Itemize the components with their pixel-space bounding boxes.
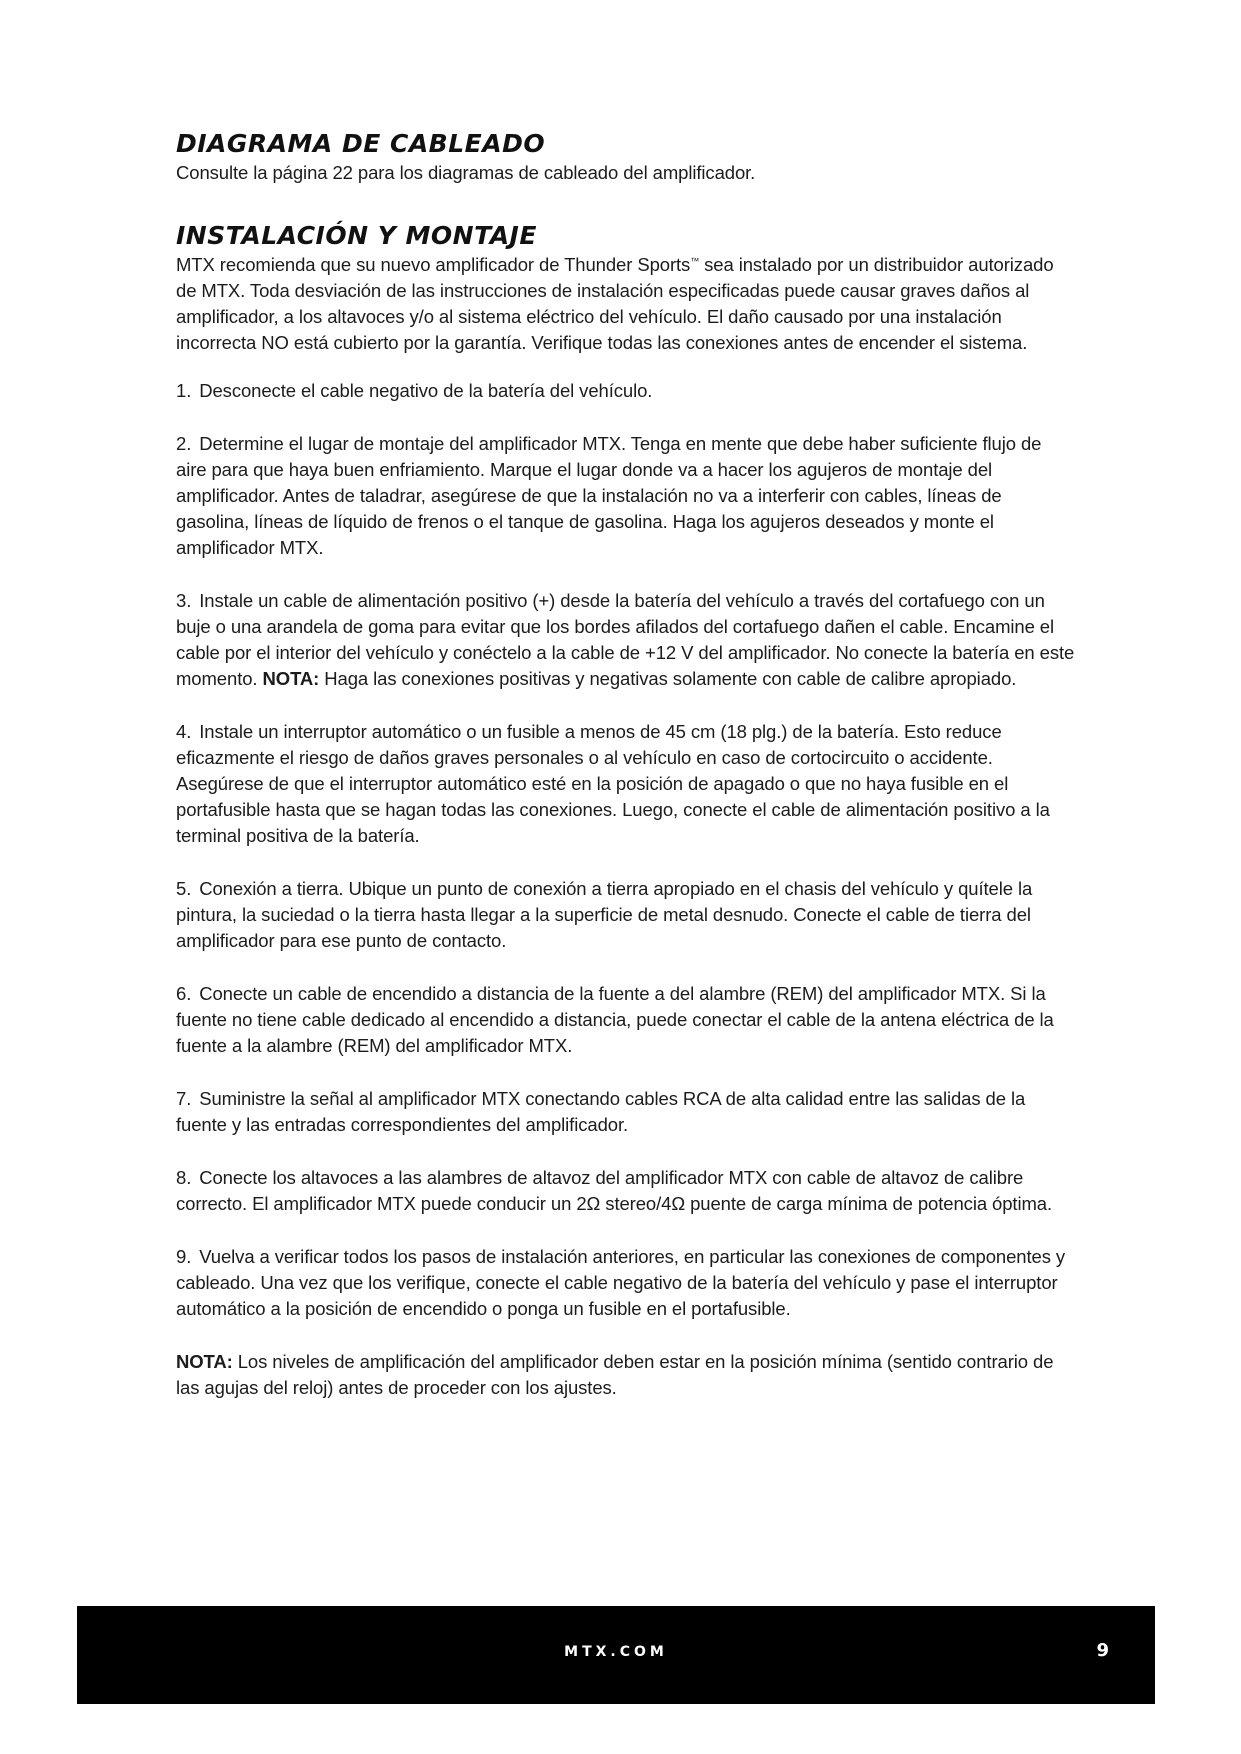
intro-text-end: sea instalado por un distribuidor autorizado de MTX. Toda desviación de las instrucciones de instalación especificadas puede causar graves daños al amplificador, a los altavoces y/o al sistema eléctrico del vehículo. El daño causado por una instalación incorrecta NO está cubierto por la garantía. Verifique todas las conexiones antes de encender el sistema. [176, 254, 1054, 353]
step-text: Conecte un cable de encendido a distancia de la fuente a del alambre (REM) del amplificador MTX. Si la fuente no tiene cable dedicado al encendido a distancia, puede conectar el cable de la antena eléctrica de la fuente a la alambre (REM) del amplificador MTX. [176, 983, 1054, 1056]
footer-url: MTX.COM [564, 1644, 668, 1660]
step-text: Vuelva a verificar todos los pasos de instalación anteriores, en particular las conexiones de componentes y cableado. Una vez que los verifique, conecte el cable negativo de la batería del vehículo y pase el interruptor automático a la posición de encendido o ponga un fusible en el portafusible. [176, 1246, 1066, 1319]
final-note-text: Los niveles de amplificación del amplificador deben estar en la posición mínima (sentido contrario de las agujas del reloj) antes de proceder con los ajustes. [176, 1351, 1054, 1398]
list-item [176, 981, 1076, 1059]
step-number: 3. [176, 590, 192, 611]
step-number: 6. [176, 983, 192, 1004]
trademark-symbol: ™ [690, 255, 700, 266]
note-label: NOTA: [262, 668, 320, 689]
note-text: Haga las conexiones positivas y negativas solamente con cable de calibre apropiado. [319, 668, 1017, 689]
step-text: Instale un interruptor automático o un fusible a menos de 45 cm (18 plg.) de la batería. Esto reduce eficazmente el riesgo de daños graves personales o al vehículo en caso de cortocircuito o accidente. Asegúrese de que el interruptor automático esté en la posición de apagado o que no haya fusible en el portafusible hasta que se hagan todas las conexiones. Luego, conecte el cable de alimentación positivo a la terminal positiva de la batería. [176, 721, 1050, 846]
list-item [176, 431, 1076, 561]
step-text: Conecte los altavoces a las alambres de altavoz del amplificador MTX con cable de altavoz de calibre correcto. El amplificador MTX puede conducir un 2Ω stereo/4Ω puente de carga mínima de potencia óptima. [176, 1167, 1053, 1214]
list-item [176, 719, 1076, 849]
step-number: 2. [176, 433, 192, 454]
page-number: 9 [1096, 1640, 1109, 1661]
installation-steps [176, 378, 1076, 1322]
list-item [176, 588, 1076, 692]
step-number: 5. [176, 878, 192, 899]
step-number: 7. [176, 1088, 192, 1109]
step-number: 4. [176, 721, 192, 742]
wiring-diagram-section [176, 128, 1076, 186]
step-text: Instale un cable de alimentación positivo (+) desde la batería del vehículo a través del cortafuego con un buje o una arandela de goma para evitar que los bordes afilados del cortafuego dañen el cable. Encamine el cable por el interior del vehículo y conéctelo a la cable de +12 V del amplificador. No conecte la batería en este momento. [176, 590, 1075, 689]
wiring-diagram-text: Consulte la página 22 para los diagramas de cableado del amplificador. [176, 162, 756, 183]
list-item [176, 1165, 1076, 1217]
step-text: Determine el lugar de montaje del amplificador MTX. Tenga en mente que debe haber suficiente flujo de aire para que haya buen enfriamiento. Marque el lugar donde va a hacer los agujeros de montaje del amplificador. Antes de taladrar, asegúrese de que la instalación no va a interferir con cables, líneas de gasolina, líneas de líquido de frenos o el tanque de gasolina. Haga los agujeros deseados y monte el amplificador MTX. [176, 433, 1042, 558]
step-text: Conexión a tierra. Ubique un punto de conexión a tierra apropiado en el chasis del vehículo y quítele la pintura, la suciedad o la tierra hasta llegar a la superficie de metal desnudo. Conecte el cable de tierra del amplificador para ese punto de contacto. [176, 878, 1033, 951]
step-number: 9. [176, 1246, 192, 1267]
installation-section [176, 220, 1076, 356]
list-item [176, 1086, 1076, 1138]
step-number: 8. [176, 1167, 192, 1188]
list-item [176, 1244, 1076, 1322]
list-item [176, 378, 1076, 404]
step-text: Suministre la señal al amplificador MTX conectando cables RCA de alta calidad entre las salidas de la fuente y las entradas correspondientes del amplificador. [176, 1088, 1026, 1135]
installation-intro [176, 252, 1076, 356]
step-number: 1. [176, 380, 192, 401]
final-note [176, 1349, 1076, 1401]
final-note-label: NOTA: [176, 1351, 233, 1372]
step-text: Desconecte el cable negativo de la batería del vehículo. [199, 380, 653, 401]
list-item [176, 876, 1076, 954]
page-footer [77, 1606, 1155, 1704]
page-content [176, 128, 1076, 1401]
wiring-diagram-heading: DIAGRAMA DE CABLEADO [176, 129, 546, 158]
installation-heading: INSTALACIÓN Y MONTAJE [176, 221, 537, 250]
intro-text-start: MTX recomienda que su nuevo amplificador de Thunder Sports [176, 254, 691, 275]
